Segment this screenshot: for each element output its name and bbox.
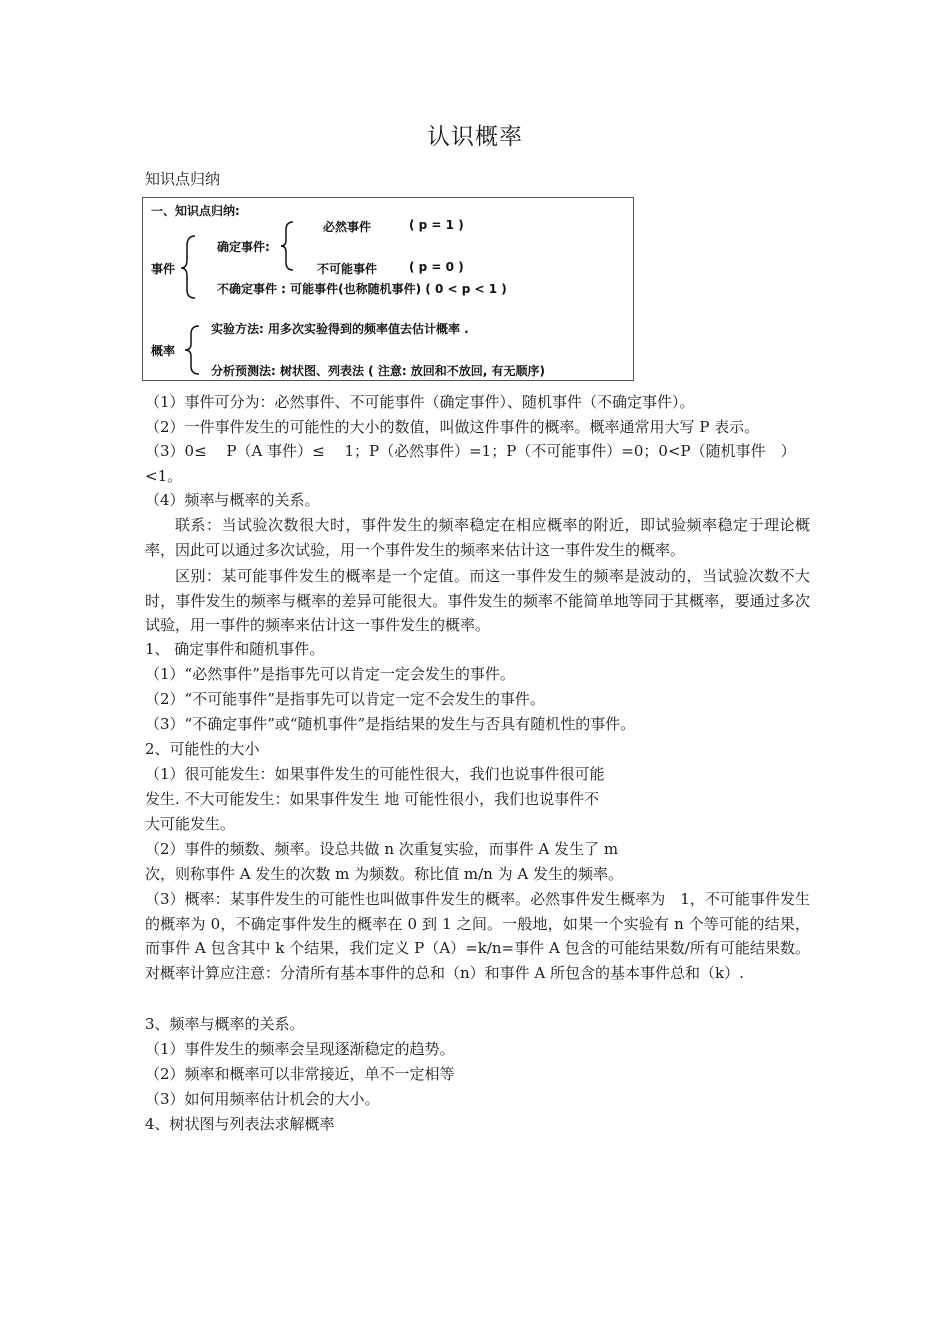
section-label: 知识点归纳 [145, 170, 221, 188]
diagram-sure-event: 必然事件 [323, 220, 372, 234]
page-title: 认识概率 [427, 124, 523, 150]
text-line: （2）一件事件发生的可能性的大小的数值，叫做这件事件的概率。概率通常用大写 P 表示。 [145, 418, 760, 436]
section-heading-3: 3、频率与概率的关系。 [145, 1015, 305, 1033]
text-line: （3）0≤ P（A 事件）≤ 1；P（必然事件）=1；P（不可能事件）=0；0<P（随机事件 ） [145, 442, 796, 460]
text-line: （1）“必然事件”是指事先可以肯定一定会发生的事件。 [145, 665, 515, 683]
diagram-impossible-event: 不可能事件 [317, 262, 378, 276]
paragraph-difference: 区别：某可能事件发生的概率是一个定值。而这一事件发生的频率是波动的，当试验次数不大时，事件发生的频率与概率的差异可能很大。事件发生的频率不能简单地等同于其概率，要通过多次试验，用一事件的频率来估计这一事件发生的概率。 [145, 567, 810, 634]
section-heading-1: 1、 确定事件和随机事件。 [145, 640, 325, 658]
diagram-impossible-p: ( p = 0 ) [409, 260, 464, 274]
text-line: （2）事件的频数、频率。设总共做 n 次重复实验，而事件 A 发生了 m [145, 840, 619, 858]
diagram-certain-label: 确定事件: [217, 240, 270, 254]
diagram-heading: 一、知识点归纳: [151, 204, 240, 218]
text-line: （2）频率和概率可以非常接近，单不一定相等 [145, 1065, 455, 1083]
diagram-method-analysis: 分析预测法: 树状图、列表法 ( 注意: 放回和不放回, 有无顺序) [211, 364, 546, 378]
knowledge-diagram [142, 197, 634, 381]
text-line: （3）如何用频率估计机会的大小。 [145, 1090, 380, 1108]
paragraph-relation: 联系：当试验次数很大时，事件发生的频率稳定在相应概率的附近，即试验频率稳定于理论概率，因此可以通过多次试验，用一个事件发生的频率来估计这一事件发生的概率。 [145, 516, 810, 559]
text-line: （1）很可能发生：如果事件发生的可能性很大，我们也说事件很可能 [145, 765, 605, 783]
text-line: （3）“不确定事件”或“随机事件”是指结果的发生与否具有随机性的事件。 [145, 715, 636, 733]
text-line: 次，则称事件 A 发生的次数 m 为频数。称比值 m/n 为 A 发生的频率。 [145, 865, 623, 883]
section-heading-4: 4、树状图与列表法求解概率 [145, 1115, 335, 1133]
text-line: （4）频率与概率的关系。 [145, 491, 320, 509]
paragraph-probability: （3）概率：某事件发生的可能性也叫做事件发生的概率。必然事件发生概率为 1，不可能事件发生的概率为 0，不确定事件发生的概率在 0 到 1 之间。一般地，如果一个实验有 n 个等可能的结果，而事件 A 包含其中 k 个结果，我们定义 P（A）=k/n=事件 A 包含的可能结果数/所有可能结果数。对概率计算应注意：分清所有基本事件的总和（n）和事件 A 所包含的基本事件总和（k）. [145, 890, 810, 982]
text-line: （1）事件可分为：必然事件、不可能事件（确定事件）、随机事件（不确定事件）。 [145, 393, 695, 411]
diagram-event-label: 事件 [151, 262, 176, 276]
text-line: （1）事件发生的频率会呈现逐渐稳定的趋势。 [145, 1040, 455, 1058]
diagram-probability-label: 概率 [151, 344, 176, 358]
section-heading-2: 2、可能性的大小 [145, 740, 260, 758]
diagram-method-experiment: 实验方法: 用多次实验得到的频率值去估计概率 . [211, 322, 469, 336]
text-line: <1。 [145, 467, 183, 485]
diagram-uncertain: 不确定事件 : 可能事件(也称随机事件) ( 0 < p < 1 ) [217, 282, 507, 296]
text-line: 大可能发生。 [145, 815, 236, 833]
diagram-sure-p: ( p = 1 ) [409, 218, 464, 232]
text-line: （2）“不可能事件”是指事先可以肯定一定不会发生的事件。 [145, 690, 545, 708]
text-line: 发生. 不大可能发生：如果事件发生 地 可能性很小，我们也说事件不 [145, 790, 600, 808]
